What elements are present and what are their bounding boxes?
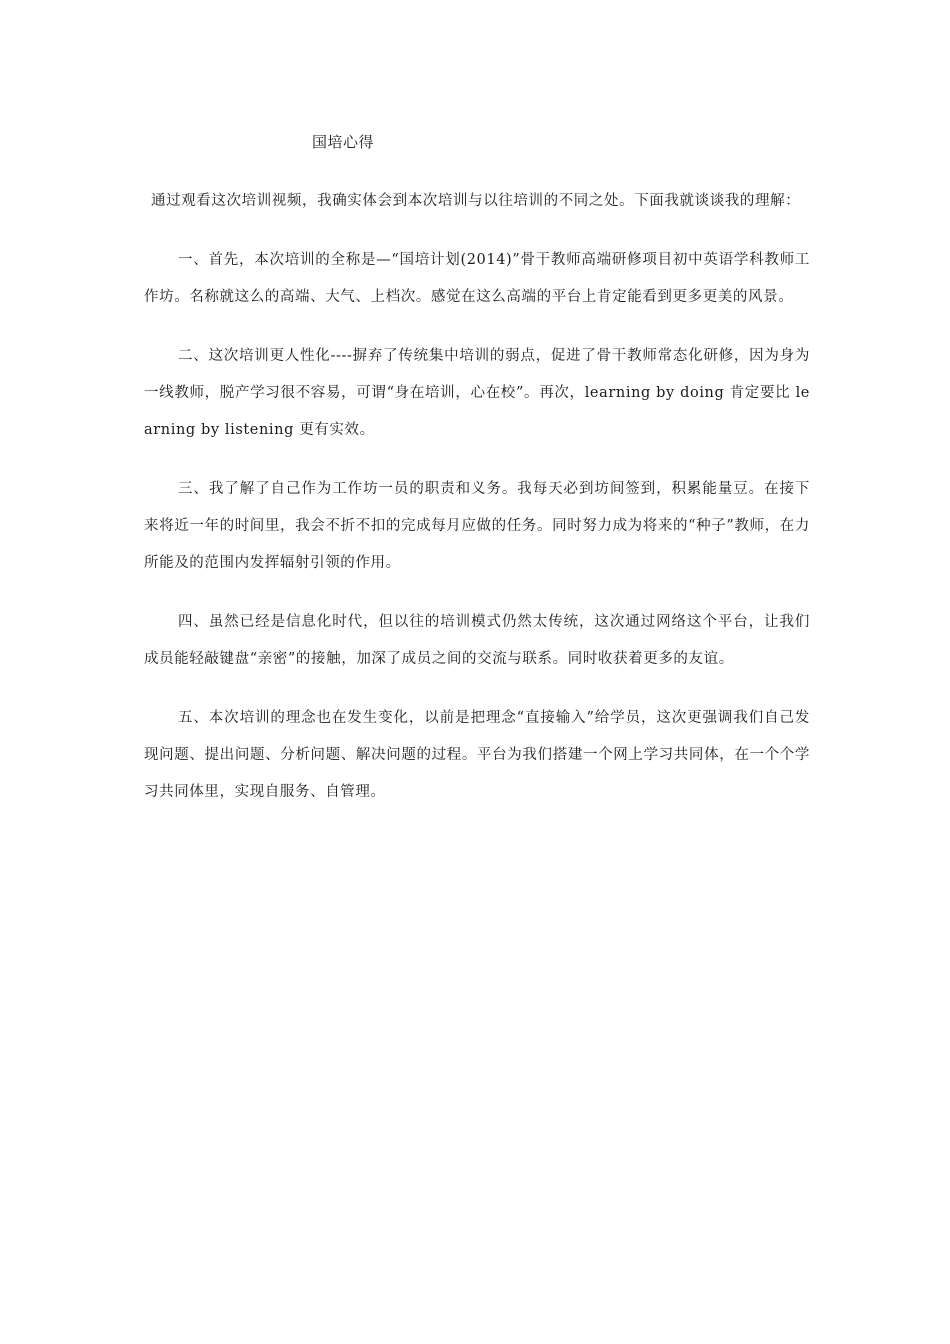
paragraph-point-4: 四、虽然已经是信息化时代，但以往的培训模式仍然太传统，这次通过网络这个平台，让我们成员能轻敲键盘“亲密”的接触，加深了成员之间的交流与联系。同时收获着更多的友谊。 <box>144 614 810 667</box>
document-title: 国培心得 <box>312 133 375 151</box>
paragraph-point-3: 三、我了解了自己作为工作坊一员的职责和义务。我每天必到坊间签到，积累能量豆。在接下来将近一年的时间里，我会不折不扣的完成每月应做的任务。同时努力成为将来的“种子”教师，在力所能及的范围内发挥辐射引领的作用。 <box>144 481 810 571</box>
paragraph-point-1: 一、首先，本次培训的全称是—“国培计划(2014)”骨干教师高端研修项目初中英语学科教师工作坊。名称就这么的高端、大气、上档次。感觉在这么高端的平台上肯定能看到更多更美的风景。 <box>144 252 810 305</box>
paragraph-point-2: 二、这次培训更人性化----摒弃了传统集中培训的弱点，促进了骨干教师常态化研修，因为身为一线教师，脱产学习很不容易，可谓“身在培训，心在校”。再次，learning by doing 肯定要比 learning by listening 更有实效。 <box>144 348 810 438</box>
document-body <box>144 183 810 833</box>
paragraph-point-5: 五、本次培训的理念也在发生变化，以前是把理念“直接输入”给学员，这次更强调我们自己发现问题、提出问题、分析问题、解决问题的过程。平台为我们搭建一个网上学习共同体，在一个个学习共同体里，实现自服务、自管理。 <box>144 710 810 800</box>
paragraph-intro: 通过观看这次培训视频，我确实体会到本次培训与以往培训的不同之处。下面我就谈谈我的理解： <box>151 193 801 209</box>
